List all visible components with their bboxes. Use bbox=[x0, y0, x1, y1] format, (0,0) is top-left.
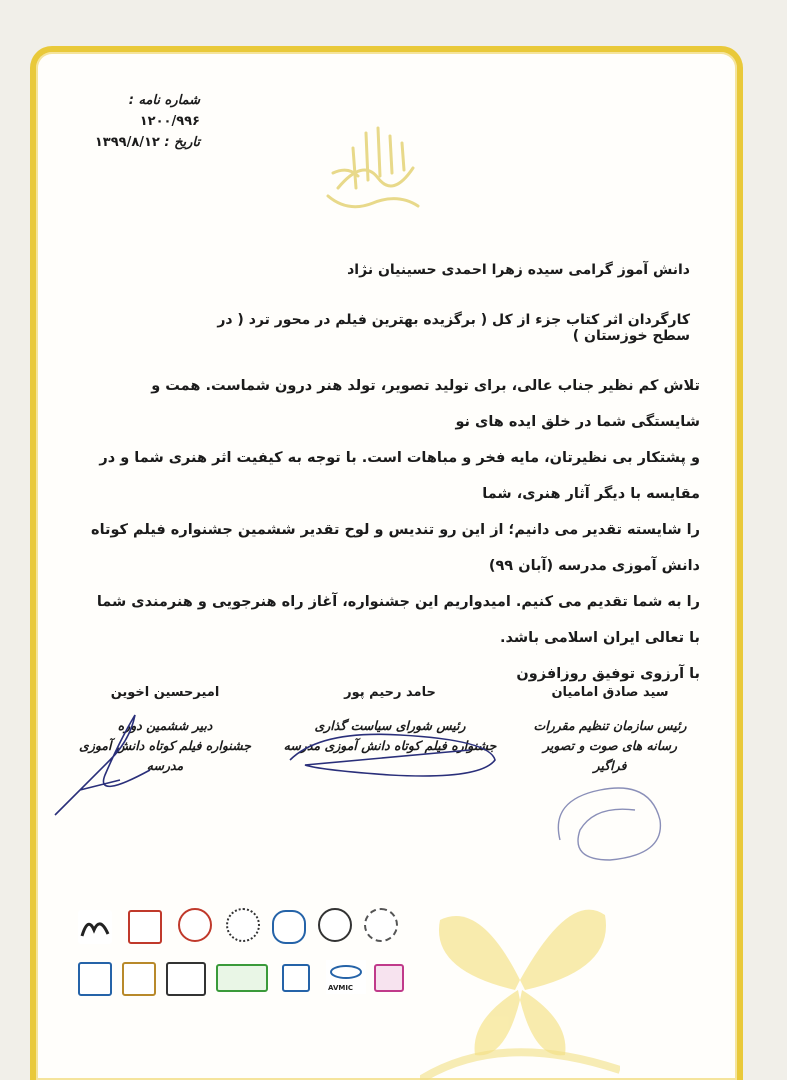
letter-date bbox=[70, 132, 200, 153]
work-title-line: کارگردان اثر کتاب جزء از کل ( برگزیده بهترین فیلم در محور ترد ( در سطح خوزستان ) bbox=[217, 312, 690, 344]
hamrah-logo-icon bbox=[78, 910, 112, 944]
pink-logo-icon bbox=[374, 964, 404, 992]
flower-logo-icon bbox=[364, 908, 398, 942]
letter-number-label: شماره نامه : bbox=[128, 93, 200, 108]
signature-block-center bbox=[275, 685, 505, 756]
signer-name: حامد رحیم پور bbox=[344, 685, 436, 700]
body-line: را شایسته تقدیر می دانیم؛ از این رو تندیس و لوح تقدیر ششمین جشنواره فیلم کوتاه دانش آموزی مدرسه (آبان ۹۹) bbox=[91, 522, 700, 574]
signer-name: سید صادق امامیان bbox=[551, 685, 669, 700]
avmic-logo-text: AVMIC bbox=[328, 984, 354, 992]
avmic-logo-icon bbox=[326, 960, 366, 994]
gold-logo-icon bbox=[122, 962, 156, 996]
wheel-logo-icon bbox=[226, 908, 260, 942]
square-logo-icon bbox=[282, 964, 310, 992]
blue-oval-logo-icon bbox=[272, 910, 306, 944]
closing-line: با آرزوی توفیق روزافزون bbox=[516, 666, 700, 682]
signer-title: جشنواره فیلم کوتاه دانش آموزی مدرسه bbox=[283, 738, 497, 753]
signer-title: رئیس شورای سیاست گذاری bbox=[314, 718, 466, 733]
butterfly-icon bbox=[420, 880, 620, 1080]
bismillah-calligraphy-icon bbox=[318, 118, 428, 223]
signer-title: جشنواره فیلم کوتاه دانش آموزی مدرسه bbox=[79, 738, 251, 773]
red-circle-logo-icon bbox=[178, 908, 212, 942]
signer-name: امیرحسین اخوین bbox=[110, 685, 220, 700]
kaj-logo-icon bbox=[128, 910, 162, 944]
body-line: تلاش کم نظیر جناب عالی، برای تولید تصویر، تولد هنر درون شماست. همت و شایستگی شما در خلق ایده های نو bbox=[151, 378, 700, 430]
film-logo-icon bbox=[166, 962, 206, 996]
seal-logo-icon bbox=[78, 962, 112, 996]
green-badge-logo-icon bbox=[216, 964, 268, 992]
letter-date-label: تاریخ : bbox=[164, 135, 200, 150]
recipient-line: دانش آموز گرامی سیده زهرا احمدی حسینیان نژاد bbox=[347, 262, 690, 278]
letter-number bbox=[70, 90, 200, 132]
signature-block-left bbox=[60, 685, 270, 776]
signature-block-right bbox=[525, 685, 695, 776]
letter-meta bbox=[70, 90, 200, 153]
body-line: را به شما تقدیم می کنیم. امیدواریم این جشنواره، آغاز راه هنرجویی و هنرمندی شما با تعالی ایران اسلامی باشد. bbox=[96, 594, 700, 646]
body-line: و پشتکار بی نظیرتان، مایه فخر و مباهات است. با توجه به کیفیت اثر هنری شما و در مقایسه با دیگر آثار هنری، شما bbox=[99, 450, 700, 502]
signer-title: رئیس سازمان تنظیم مقررات bbox=[533, 718, 687, 733]
body-text bbox=[82, 368, 700, 692]
letter-number-value: ۱۲۰۰/۹۹۶ bbox=[139, 114, 200, 129]
letter-date-value: ۱۳۹۹/۸/۱۲ bbox=[94, 135, 160, 150]
signer-title: دبیر ششمین دوره bbox=[117, 718, 213, 733]
signer-title: رسانه های صوت و تصویر فراگیر bbox=[542, 738, 678, 773]
emblem-logo-icon bbox=[318, 908, 352, 942]
